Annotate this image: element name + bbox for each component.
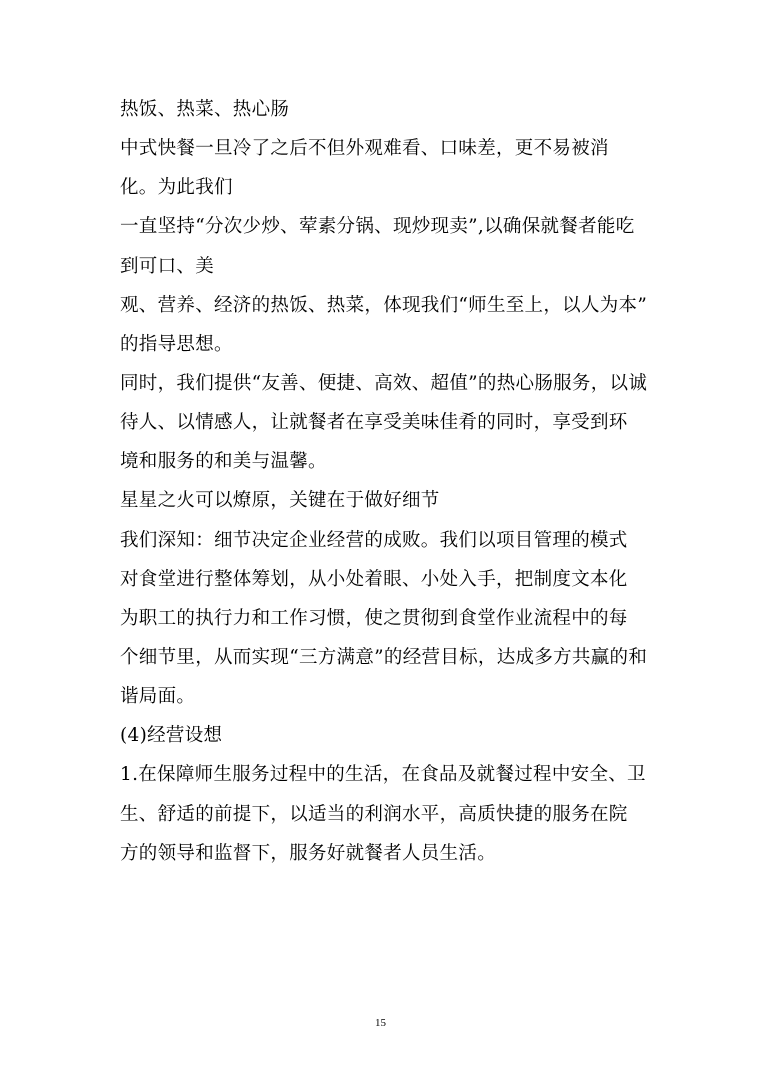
paragraph-line: 方的领导和监督下，服务好就餐者人员生活。: [120, 842, 497, 864]
paragraph-line: 境和服务的和美与温馨。: [120, 451, 327, 473]
heading-business-plan: (4)经营设想: [120, 725, 223, 747]
paragraph-line: 待人、以情感人，让就餐者在享受美味佳肴的同时，享受到环: [120, 412, 628, 434]
paragraph-line: 到可口、美: [120, 255, 215, 277]
paragraph-line: 对食堂进行整体筹划，从小处着眼、小处入手，把制度文本化: [120, 568, 628, 590]
paragraph-line: 中式快餐一旦冷了之后不但外观难看、口味差，更不易被消: [120, 138, 609, 160]
heading-details: 星星之火可以燎原，关键在于做好细节: [120, 490, 440, 512]
paragraph-line: 一直坚持“分次少炒、荤素分锅、现炒现卖”,以确保就餐者能吃: [120, 216, 635, 238]
heading-hot-meals: 热饭、热菜、热心肠: [120, 99, 290, 120]
paragraph-line: 生、舒适的前提下，以适当的利润水平，高质快捷的服务在院: [120, 803, 628, 825]
paragraph-line: 的指导思想。: [120, 333, 233, 355]
paragraph-line: 个细节里，从而实现“三方满意”的经营目标，达成多方共赢的和: [120, 646, 648, 668]
page-number: 15: [375, 1017, 386, 1029]
paragraph-line: 我们深知：细节决定企业经营的成败。我们以项目管理的模式: [120, 529, 628, 551]
document-body: [120, 90, 660, 873]
paragraph-line: 1.在保障师生服务过程中的生活，在食品及就餐过程中安全、卫: [120, 764, 646, 786]
paragraph-line: 为职工的执行力和工作习惯，使之贯彻到食堂作业流程中的每: [120, 607, 628, 629]
paragraph-line: 观、营养、经济的热饭、热菜，体现我们“师生至上，以人为本”: [120, 294, 648, 316]
paragraph-line: 谐局面。: [120, 686, 196, 708]
paragraph-line: 同时，我们提供“友善、便捷、高效、超值”的热心肠服务，以诚: [120, 372, 648, 394]
paragraph-line: 化。为此我们: [120, 177, 233, 199]
